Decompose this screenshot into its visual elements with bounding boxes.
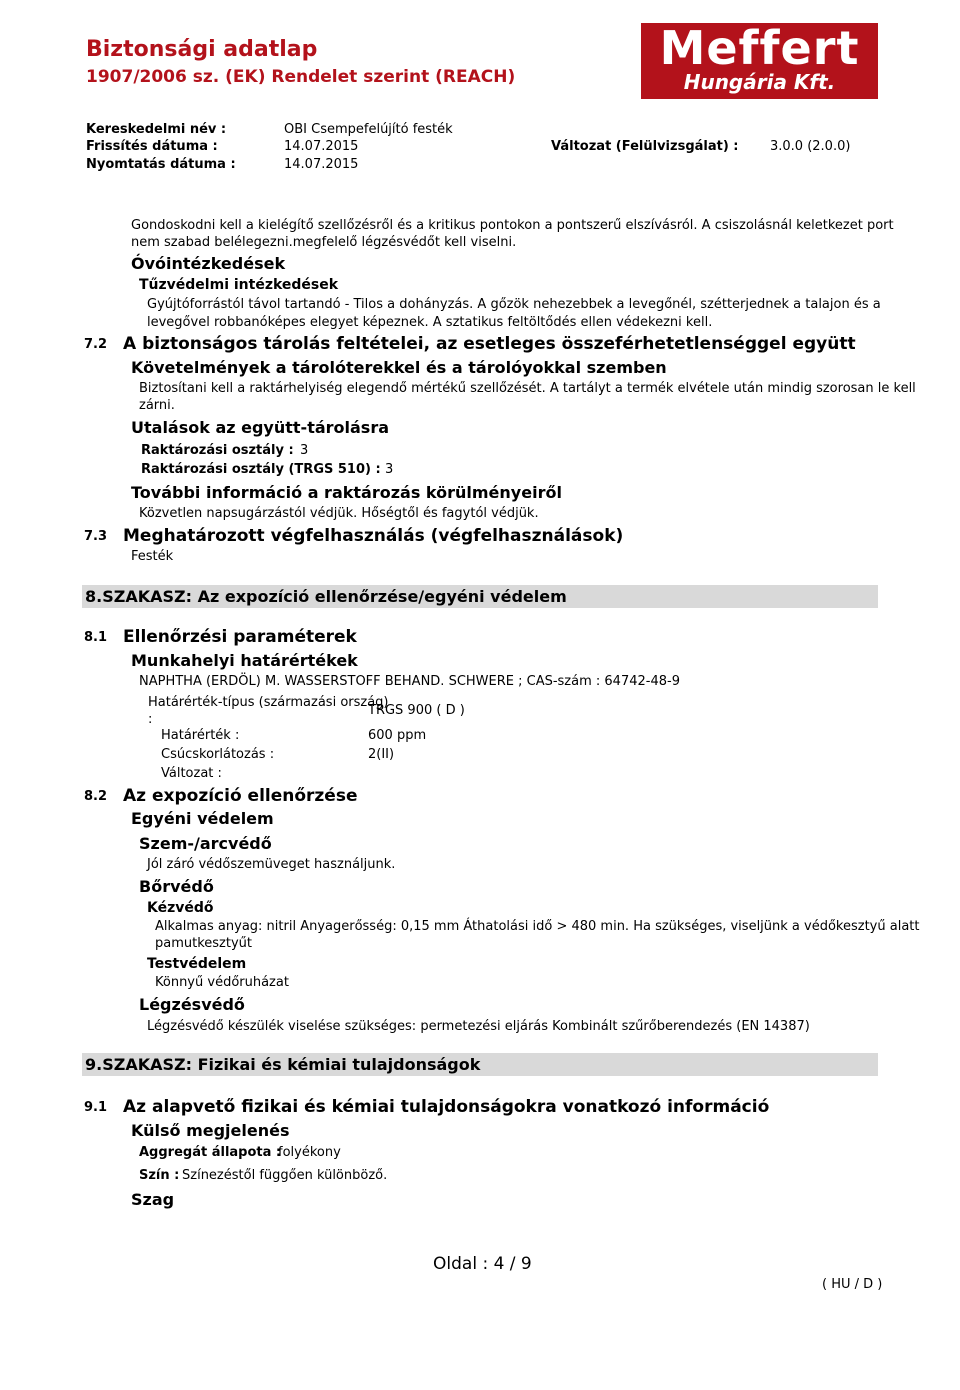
storage-class-trgs-label: Raktározási osztály (TRGS 510) : — [141, 462, 381, 477]
logo-sub-text: Hungária Kft. — [683, 70, 836, 94]
section-9-1-title: Az alapvető fizikai és kémiai tulajdonságokra vonatkozó információ — [123, 1097, 770, 1117]
revision-date-label: Frissítés dátuma : — [86, 139, 218, 154]
workplace-limits-heading: Munkahelyi határértékek — [131, 651, 358, 670]
joint-storage-heading: Utalások az együtt-tárolásra — [131, 418, 390, 437]
section-8-band — [82, 585, 878, 608]
document-title: Biztonsági adatlap — [86, 37, 318, 62]
section-8-1-number: 8.1 — [84, 630, 108, 645]
section-7-3-title: Meghatározott végfelhasználás (végfelhasználások) — [123, 526, 624, 546]
storage-class-label: Raktározási osztály : — [141, 443, 294, 458]
print-date-value: 14.07.2015 — [284, 157, 359, 172]
body-protection-heading: Testvédelem — [147, 956, 247, 972]
section-9-band — [82, 1053, 878, 1076]
section-9-title: 9.SZAKASZ: Fizikai és kémiai tulajdonságok — [85, 1055, 481, 1074]
storage-class-value: 3 — [300, 443, 309, 458]
ventilation-text-line1: Gondoskodni kell a kielégítő szellőzésről és a kritikus pontokon a pontszerű elszívásról. A csiszolásnál keletkezet port — [131, 218, 894, 233]
limit-value: 600 ppm — [368, 728, 427, 743]
respiratory-protection-text: Légzésvédő készülék viselése szükséges: permetezési eljárás Kombinált szűrőberendezés (EN 14387) — [147, 1019, 810, 1034]
storage-text-line1: Biztosítani kell a raktárhelyiség elegendő mértékű szellőzését. A tartályt a termék elvétele után mindig szorosan le kell — [139, 381, 916, 396]
company-logo — [641, 23, 878, 99]
section-8-2-number: 8.2 — [84, 789, 108, 804]
odor-heading: Szag — [131, 1190, 175, 1209]
section-8-title: 8.SZAKASZ: Az expozíció ellenőrzése/egyéni védelem — [85, 587, 567, 606]
trade-name-value: OBI Csempefelújító festék — [284, 122, 453, 137]
ventilation-text-line2: nem szabad belélegezni.megfelelő légzésvédőt kell viselni. — [131, 235, 517, 250]
hand-protection-text-line2: pamutkesztyűt — [155, 936, 253, 951]
page-number: Oldal : 4 / 9 — [433, 1254, 532, 1274]
skin-protection-heading: Bőrvédő — [139, 877, 214, 896]
section-7-2-title: A biztonságos tárolás feltételei, az esetleges összeférhetetlenséggel együtt — [123, 334, 856, 354]
storage-further-info-heading: További információ a raktározás körülményeiről — [131, 483, 562, 502]
physical-state-value: folyékony — [278, 1145, 341, 1160]
intended-use-text: Festék — [131, 549, 174, 564]
limit-value-label: Határérték : — [161, 728, 240, 743]
storage-further-info-text: Közvetlen napsugárzástól védjük. Hőségtől és fagytól védjük. — [139, 506, 539, 521]
substance-cas: NAPHTHA (ERDÖL) M. WASSERSTOFF BEHAND. SCHWERE ; CAS-szám : 64742-48-9 — [139, 674, 680, 689]
storage-class-trgs-value: 3 — [385, 462, 394, 477]
section-9-1-number: 9.1 — [84, 1100, 108, 1115]
hand-protection-text-line1: Alkalmas anyag: nitril Anyagerősség: 0,15 mm Áthatolási idő > 480 min. Ha szükséges, viseljünk a védőkesztyű alatt — [155, 919, 920, 934]
section-8-2-title: Az expozíció ellenőrzése — [123, 786, 358, 806]
version-label: Változat (Felülvizsgálat) : — [551, 139, 739, 154]
limit-type-value: TRGS 900 ( D ) — [368, 703, 465, 718]
physical-state-label: Aggregát állapota : — [139, 1145, 282, 1160]
revision-date-value: 14.07.2015 — [284, 139, 359, 154]
color-value: Színezéstől függően különböző. — [182, 1168, 388, 1183]
storage-text-line2: zárni. — [139, 398, 175, 413]
limit-type-label: Határérték-típus (származási ország) — [148, 695, 389, 710]
version-value: 3.0.0 (2.0.0) — [770, 139, 851, 154]
regulation-subtitle: 1907/2006 sz. (EK) Rendelet szerint (REACH) — [86, 67, 516, 87]
section-8-1-title: Ellenőrzési paraméterek — [123, 627, 357, 647]
fire-text-line1: Gyújtóforrástól távol tartandó - Tilos a dohányzás. A gőzök nehezebbek a levegőnél, szétterjednek a talajon és a — [147, 297, 881, 312]
fire-text-line2: levegővel robbanóképes elegyet képeznek. A sztatikus feltöltődés ellen védekezni kell. — [147, 315, 713, 330]
limit-type-colon: : — [148, 712, 153, 727]
body-protection-text: Könnyű védőruházat — [155, 975, 289, 990]
trade-name-label: Kereskedelmi név : — [86, 122, 227, 137]
section-7-2-number: 7.2 — [84, 337, 108, 352]
peak-limitation-value: 2(II) — [368, 747, 395, 762]
hand-protection-heading: Kézvédő — [147, 900, 214, 916]
limit-version-label: Változat : — [161, 766, 222, 781]
eye-protection-text: Jól záró védőszemüveget használjunk. — [147, 857, 396, 872]
logo-main-text: Meffert — [659, 21, 860, 75]
print-date-label: Nyomtatás dátuma : — [86, 157, 236, 172]
language-code: ( HU / D ) — [822, 1277, 883, 1292]
eye-protection-heading: Szem-/arcvédő — [139, 834, 272, 853]
color-label: Szín : — [139, 1168, 180, 1183]
fire-protection-heading: Tűzvédelmi intézkedések — [139, 277, 339, 293]
precautions-heading: Óvóintézkedések — [131, 254, 286, 273]
appearance-heading: Külső megjelenés — [131, 1121, 290, 1140]
storage-requirements-heading: Követelmények a tárolóterekkel és a tárolóyokkal szemben — [131, 358, 667, 377]
peak-limitation-label: Csúcskorlátozás : — [161, 747, 275, 762]
respiratory-protection-heading: Légzésvédő — [139, 995, 245, 1014]
section-7-3-number: 7.3 — [84, 529, 108, 544]
personal-protection-heading: Egyéni védelem — [131, 809, 274, 828]
